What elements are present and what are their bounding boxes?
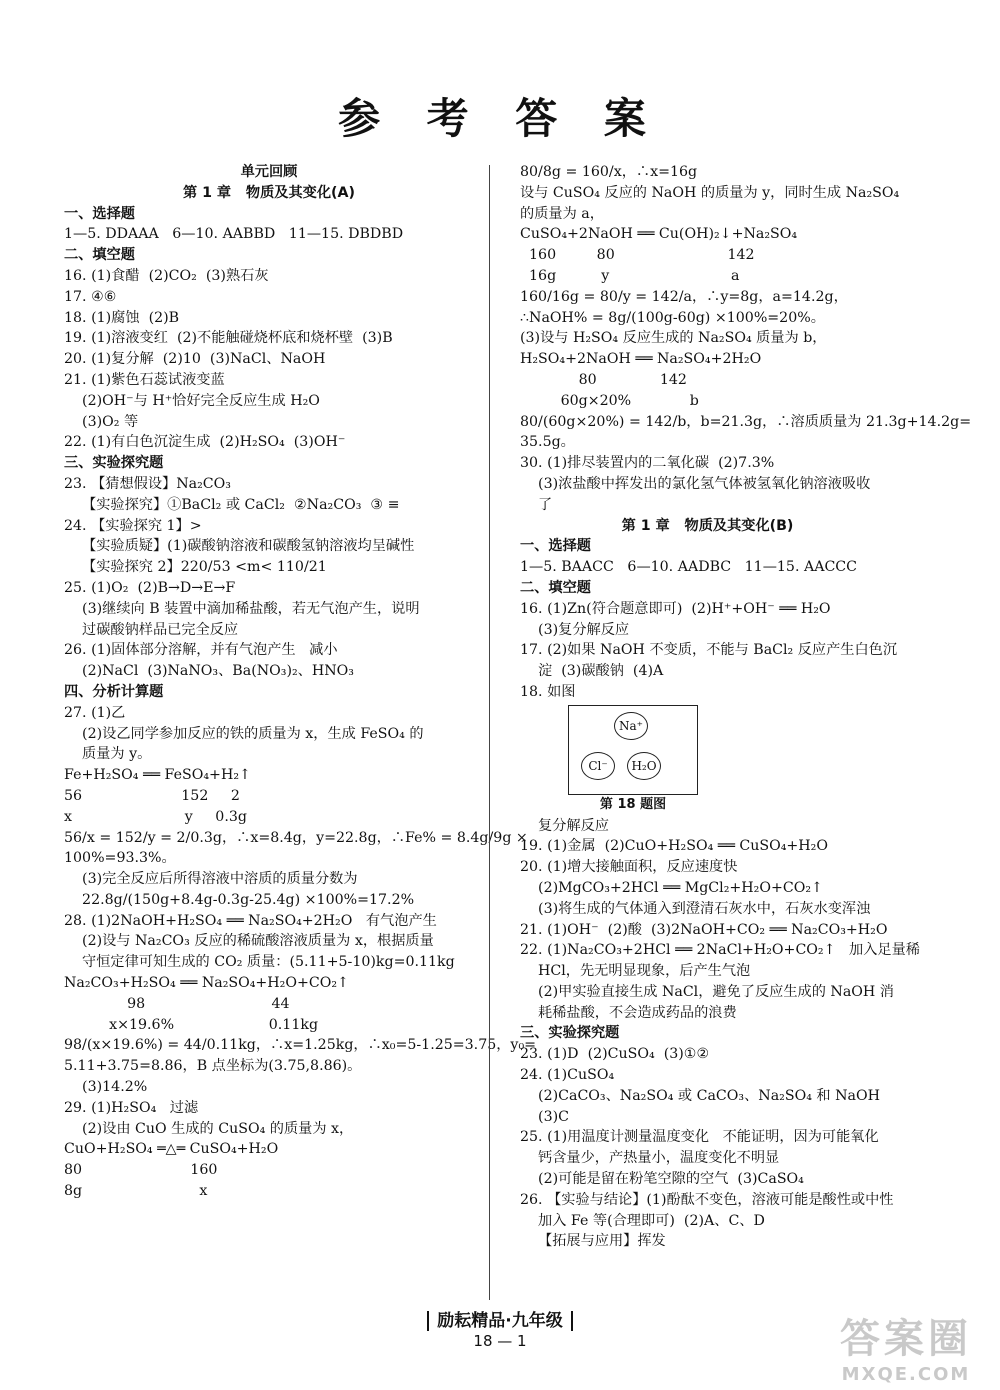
answer-line: 第 1 章 物质及其变化(B) — [621, 517, 794, 534]
answer-line: 第 1 章 物质及其变化(A) — [182, 184, 356, 201]
answer-line: 23. (1)D (2)CuSO₄ (3)①② — [520, 1046, 710, 1063]
page-number: 18 — 1 — [473, 1332, 527, 1350]
answer-line: 设与 CuSO₄ 反应的 NaOH 的质量为 y，同时生成 Na₂SO₄ — [520, 184, 900, 201]
answer-line: 单元回顾 — [240, 164, 298, 180]
answer-line: 24. 【实验探究 1】> — [64, 517, 202, 534]
watermark-logo — [826, 1314, 986, 1386]
answer-line: 一、选择题 — [64, 205, 135, 222]
answer-line: (2)设由 CuO 生成的 CuSO₄ 的质量为 x， — [64, 1120, 354, 1137]
answer-line: x×19.6% 0.11kg — [64, 1016, 319, 1033]
right-column-top — [520, 162, 972, 703]
answer-line: 21. (1)OH⁻ (2)酸 (3)2NaOH+CO₂ ══ Na₂CO₃+H₂O — [520, 921, 888, 938]
answer-line: (3)浓盐酸中挥发出的氯化氢气体被氢氧化钠溶液吸收 — [520, 475, 871, 492]
answer-line: 56 152 2 — [64, 787, 240, 804]
answer-line: Fe+H₂SO₄ ══ FeSO₄+H₂↑ — [64, 767, 251, 784]
answer-line: 三、实验探究题 — [520, 1025, 620, 1042]
answer-line: 98 44 — [64, 995, 290, 1012]
answer-line: 二、填空题 — [64, 247, 135, 264]
sodium-ion-circle: Na⁺ — [614, 712, 648, 740]
answer-line: 25. (1)O₂ (2)B→D→E→F — [64, 579, 236, 596]
answer-line: x y 0.3g — [64, 808, 247, 825]
footer-brand-text: 励耘精品·九年级 — [427, 1311, 572, 1331]
answer-line: 钙含量少，产热量小，温度变化不明显 — [520, 1150, 780, 1167]
answer-line: 22. (1)有白色沉淀生成 (2)H₂SO₄ (3)OH⁻ — [64, 434, 346, 451]
answer-line: 60g×20% b — [520, 392, 699, 409]
answer-line: 56/x = 152/y = 2/0.3g，∴x=8.4g，y=22.8g，∴Fe% = 8.4g/9g × — [64, 829, 528, 846]
answer-line: 19. (1)溶液变红 (2)不能触碰烧杯底和烧杯壁 (3)B — [64, 330, 393, 347]
answer-line: (2)甲实验直接生成 NaCl，避免了反应生成的 NaOH 消 — [520, 983, 894, 1000]
watermark-text: 答案圈 — [840, 1316, 972, 1362]
answer-line: 26. 【实验与结论】(1)酚酞不变色，溶液可能是酸性或中性 — [520, 1191, 894, 1208]
answer-line: 80 142 — [520, 371, 687, 388]
answer-line: 三、实验探究题 — [64, 455, 164, 472]
left-column — [64, 162, 537, 1202]
answer-line: 【实验探究 2】220/53 <m< 110/21 — [64, 559, 327, 576]
answer-line: 160/16g = 80/y = 142/a，∴y=8g，a=14.2g， — [520, 288, 848, 305]
answer-line: 淀 (3)碳酸钠 (4)A — [520, 663, 664, 680]
answer-line: H₂SO₄+2NaOH ══ Na₂SO₄+2H₂O — [520, 351, 762, 368]
answer-line: 【拓展与应用】挥发 — [520, 1233, 666, 1250]
answer-line: (2)OH⁻与 H⁺恰好完全反应生成 H₂O — [64, 392, 320, 409]
answer-line: (2)可能是留在粉笔空隙的空气 (3)CaSO₄ — [520, 1171, 804, 1188]
answer-line: 20. (1)增大接触面积，反应速度快 — [520, 859, 738, 876]
answer-line: 1—5. BAACC 6—10. AADBC 11—15. AACCC — [520, 559, 858, 576]
answer-line: (3)设与 H₂SO₄ 反应生成的 Na₂SO₄ 质量为 b， — [520, 330, 827, 347]
watermark-url: MXQE.COM — [841, 1364, 971, 1385]
answer-line: 19. (1)金属 (2)CuO+H₂SO₄ ══ CuSO₄+H₂O — [520, 838, 828, 855]
figure-18-caption: 第 18 题图 — [599, 796, 667, 812]
answer-line: CuSO₄+2NaOH ══ Cu(OH)₂↓+Na₂SO₄ — [520, 226, 798, 243]
answer-line: 22.8g/(150g+8.4g-0.3g-25.4g) ×100%=17.2% — [64, 891, 415, 908]
answer-line: 5.11+3.75=8.86，B 点坐标为(3.75,8.86)。 — [64, 1058, 362, 1075]
answer-line: 98/(x×19.6%) = 44/0.11kg，∴x=1.25kg，∴x₀=5-1.25=3.75，y₀= — [64, 1037, 537, 1054]
answer-line: (3)14.2% — [64, 1079, 148, 1096]
answer-line: (2)NaCl (3)NaNO₃、Ba(NO₃)₂、HNO₃ — [64, 663, 354, 680]
answer-line: 过碳酸钠样品已完全反应 — [64, 621, 239, 638]
figure-18-diagram — [568, 705, 698, 795]
answer-line: 27. (1)乙 — [64, 704, 126, 721]
answer-line: 18. (1)腐蚀 (2)B — [64, 309, 180, 326]
right-column — [520, 162, 972, 1252]
answer-line: 24. (1)CuSO₄ — [520, 1067, 615, 1084]
answer-line: 16g y a — [520, 267, 740, 284]
answer-line: 四、分析计算题 — [64, 683, 164, 700]
answer-line: 160 80 142 — [520, 247, 755, 264]
answer-line: 8g x — [64, 1183, 208, 1200]
chloride-ion-circle: Cl⁻ — [581, 752, 615, 780]
answer-line: 100%=93.3%。 — [64, 850, 176, 867]
answer-line: 35.5g。 — [520, 434, 575, 451]
answer-line: 80/(60g×20%) = 142/b，b=21.3g，∴溶质质量为 21.3g+14.2g= — [520, 413, 972, 430]
answer-line: 16. (1)食醋 (2)CO₂ (3)熟石灰 — [64, 267, 269, 284]
answer-line: 29. (1)H₂SO₄ 过滤 — [64, 1099, 199, 1116]
answer-line: 质量为 y。 — [64, 746, 152, 763]
answer-line: (3)复分解反应 — [520, 621, 630, 638]
answer-line: 21. (1)紫色石蕊试液变蓝 — [64, 371, 225, 388]
answer-line: 的质量为 a， — [520, 205, 604, 222]
answer-line: 17. ④⑥ — [64, 288, 117, 305]
answer-line: (3)O₂ 等 — [64, 413, 139, 430]
answer-line: 25. (1)用温度计测量温度变化 不能证明，因为可能氧化 — [520, 1129, 879, 1146]
answer-line: 一、选择题 — [520, 538, 591, 555]
answer-line: 加入 Fe 等(合理即可) (2)A、C、D — [520, 1212, 765, 1229]
answer-line: (2)设乙同学参加反应的铁的质量为 x，生成 FeSO₄ 的 — [64, 725, 424, 742]
answer-line: 耗稀盐酸，不会造成药品的浪费 — [520, 1004, 737, 1021]
answer-line: 复分解反应 — [520, 817, 609, 834]
answer-line: 20. (1)复分解 (2)10 (3)NaCl、NaOH — [64, 351, 326, 368]
answer-line: (3)完全反应后所得溶液中溶质的质量分数为 — [64, 871, 358, 888]
answer-line: Na₂CO₃+H₂SO₄ ══ Na₂SO₄+H₂O+CO₂↑ — [64, 975, 349, 992]
answer-line: 二、填空题 — [520, 579, 591, 596]
answer-line: 26. (1)固体部分溶解，并有气泡产生 减小 — [64, 642, 338, 659]
column-divider — [489, 165, 490, 1300]
answer-line: 了 — [520, 496, 553, 513]
answer-line: 80 160 — [64, 1162, 218, 1179]
answer-line: 28. (1)2NaOH+H₂SO₄ ══ Na₂SO₄+2H₂O 有气泡产生 — [64, 912, 437, 929]
answer-line: 守恒定律可知生成的 CO₂ 质量：(5.11+5-10)kg=0.11kg — [64, 954, 455, 971]
water-molecule-circle: H₂O — [627, 752, 661, 780]
answer-line: 30. (1)排尽装置内的二氧化碳 (2)7.3% — [520, 455, 775, 472]
answer-line: (3)将生成的气体通入到澄清石灰水中，石灰水变浑浊 — [520, 900, 871, 917]
answer-line: 80/8g = 160/x，∴x=16g — [520, 164, 698, 180]
answer-line: 【实验探究】①BaCl₂ 或 CaCl₂ ②Na₂CO₃ ③ ≡ — [64, 496, 400, 513]
answer-line: (2)MgCO₃+2HCl ══ MgCl₂+H₂O+CO₂↑ — [520, 879, 823, 896]
answer-line: (3)C — [520, 1108, 569, 1125]
answer-line: 1—5. DDAAA 6—10. AABBD 11—15. DBDBD — [64, 226, 404, 243]
answer-line: (3)继续向 B 装置中滴加稀盐酸，若无气泡产生，说明 — [64, 600, 420, 617]
answer-line: HCl，先无明显现象，后产生气泡 — [520, 963, 751, 980]
answer-line: 17. (2)如果 NaOH 不变质，不能与 BaCl₂ 反应产生白色沉 — [520, 642, 898, 659]
answer-line: CuO+H₂SO₄ ═△═ CuSO₄+H₂O — [64, 1141, 279, 1158]
answer-line: 16. (1)Zn(符合题意即可) (2)H⁺+OH⁻ ══ H₂O — [520, 600, 831, 617]
answer-line: (2)设与 Na₂CO₃ 反应的稀硫酸溶液质量为 x，根据质量 — [64, 933, 434, 950]
answer-line: 22. (1)Na₂CO₃+2HCl ══ 2NaCl+H₂O+CO₂↑ 加入足量稀 — [520, 942, 920, 959]
right-column-bottom — [520, 816, 920, 1253]
answer-line: ∴NaOH% = 8g/(100g-60g) ×100%=20%。 — [520, 309, 825, 326]
answer-line: 【实验质疑】(1)碳酸钠溶液和碳酸氢钠溶液均呈碱性 — [64, 538, 415, 555]
page-title: 参 考 答 案 — [338, 94, 662, 143]
answer-line: 23. 【猜想假设】Na₂CO₃ — [64, 475, 231, 492]
answer-line: (2)CaCO₃、Na₂SO₄ 或 CaCO₃、Na₂SO₄ 和 NaOH — [520, 1087, 880, 1104]
answer-line: 18. 如图 — [520, 683, 576, 700]
